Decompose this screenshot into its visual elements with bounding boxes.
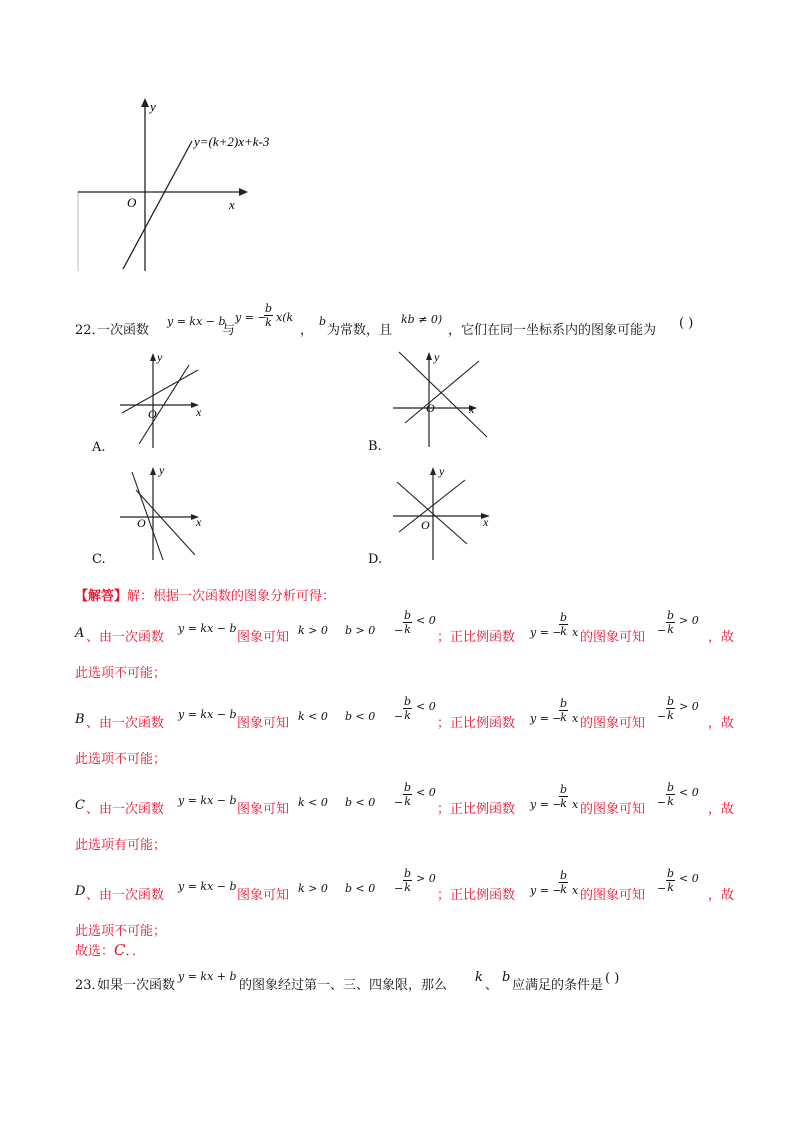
answer-prefix: 故选：	[75, 944, 115, 959]
q23-number: 23．	[75, 978, 105, 993]
solution-row-c: C 、由一次函数 y = kx − b 图象可知 k < 0 b < 0 − $\frac{b}{k}$ < 0 ；正比例函数 y = − $\frac{b}{k}$ x 的图象可知 − $\frac{b}{k}$ < 0 ，故 此选项有可能；	[75, 781, 735, 853]
q22-number: 22．	[75, 323, 105, 338]
answer-line	[75, 940, 145, 959]
row-sep: 、由一次函数	[86, 888, 165, 903]
row-b-cond: b < 0	[345, 710, 376, 723]
row-eq: y = kx − b	[178, 622, 237, 635]
q23-paren: ( )	[605, 971, 620, 986]
q23-var-b: b	[502, 970, 511, 985]
row-line2: 此选项不可能；	[75, 752, 167, 767]
row-sep: 、由一次函数	[86, 802, 165, 817]
q22-line	[75, 302, 775, 339]
q22-eq-1: y = kx − b	[167, 315, 226, 328]
row-frac-cond: < 0	[416, 614, 436, 627]
row-frac: $\frac{b}{k}$	[404, 781, 412, 808]
option-c-graph	[112, 462, 212, 564]
row-prop-x: x	[572, 626, 579, 639]
option-b-label[interactable]: B.	[368, 439, 382, 454]
row-sep: 、由一次函数	[86, 630, 165, 645]
top-graph	[72, 95, 312, 275]
solution-header	[75, 585, 335, 604]
row-prop-x: x	[572, 798, 579, 811]
option-d-label[interactable]: D.	[368, 552, 383, 567]
row-prop-lhs: y = −	[530, 798, 562, 811]
row-mid: 图象可知	[237, 888, 290, 903]
row-prop-lhs: y = −	[530, 626, 562, 639]
row-prop-lhs: y = −	[530, 884, 562, 897]
svg-text:y: y	[434, 350, 440, 364]
y-axis-arrow-icon	[141, 98, 149, 107]
row-mid: 图象可知	[237, 802, 290, 817]
option-d-graph	[383, 460, 498, 565]
q22-paren: ( )	[679, 316, 694, 331]
option-c-label[interactable]: C.	[92, 552, 106, 567]
q22-text-5: ，它们在同一坐标系内的图象可能为	[448, 323, 657, 338]
svg-text:O: O	[137, 516, 146, 530]
svg-text:O: O	[421, 518, 430, 532]
svg-text:O: O	[426, 401, 435, 415]
row-mid3: 的图象可知	[580, 888, 646, 903]
q23-text-1: 如果一次函数	[97, 978, 176, 993]
row-mid2: ；正比例函数	[437, 888, 516, 903]
row-mid2: ；正比例函数	[437, 716, 516, 731]
row-prop-cond: > 0	[679, 700, 699, 713]
row-mid3: 的图象可知	[580, 630, 646, 645]
row-prop-cond: < 0	[679, 872, 699, 885]
row-k-cond: k < 0	[298, 710, 328, 723]
q22-text-3: ，	[300, 323, 314, 338]
row-line2: 此选项不可能；	[75, 666, 167, 681]
row-letter: B	[75, 712, 85, 727]
row-prop-cond: < 0	[679, 786, 699, 799]
answer-dots: ．．	[125, 944, 146, 959]
svg-text:O: O	[148, 407, 157, 421]
q22-eq-2-den: k	[265, 316, 272, 329]
row-sep: 、由一次函数	[86, 716, 165, 731]
q23-var-k: k	[475, 970, 483, 985]
svg-text:x: x	[469, 402, 475, 416]
row-prop-x: x	[572, 712, 579, 725]
origin-label: O	[127, 195, 137, 210]
svg-text:x: x	[196, 515, 202, 529]
row-mid2: ；正比例函数	[437, 630, 516, 645]
q22-eq-2-num: b	[265, 302, 273, 315]
q23-text-3: 、	[485, 978, 499, 993]
q22-text-2: 与	[222, 323, 236, 338]
row-letter: D	[75, 884, 86, 899]
row-frac-cond: < 0	[416, 700, 436, 713]
q22-text-1: 一次函数	[97, 323, 150, 338]
row-eq: y = kx − b	[178, 880, 237, 893]
q22-eq-2-lhs: y = −	[235, 311, 267, 324]
row-eq: y = kx − b	[178, 794, 237, 807]
solution-row-b: B 、由一次函数 y = kx − b 图象可知 k < 0 b < 0 − $\frac{b}{k}$ < 0 ；正比例函数 y = − $\frac{b}{k}$ x 的图象可知 − $\frac{b}{k}$ > 0 ，故 此选项不可能；	[75, 695, 735, 767]
q22-eq-2-frac	[264, 302, 273, 329]
q23-text-2: 的图象经过第一、三、四象限，那么	[239, 978, 448, 993]
q22-text-4: 为常数，且	[327, 323, 393, 338]
q23-line	[75, 970, 775, 994]
row-mid3: 的图象可知	[580, 716, 646, 731]
answer-value: C	[114, 941, 126, 959]
row-b-cond: b < 0	[345, 796, 376, 809]
row-prop-lhs: y = −	[530, 712, 562, 725]
option-a-label[interactable]: A.	[92, 440, 106, 455]
solution-row-d: D 、由一次函数 y = kx − b 图象可知 k > 0 b < 0 − $\frac{b}{k}$ > 0 ；正比例函数 y = − $\frac{b}{k}$ x 的图象可知 − $\frac{b}{k}$ < 0 ，故 此选项不可能；	[75, 867, 735, 939]
line-equation-label: y=(k+2)x+k-3	[194, 134, 270, 149]
row-tail: ，故	[708, 716, 735, 731]
row-frac: $\frac{b}{k}$	[404, 695, 412, 722]
solution-row-a: A 、由一次函数 y = kx − b 图象可知 k > 0 b > 0 − $\frac{b}{k}$ < 0 ；正比例函数 y = − $\frac{b}{k}$ x 的图象可知 − $\frac{b}{k}$ > 0 ，故 此选项不可能；	[75, 609, 735, 681]
row-frac: $\frac{b}{k}$	[404, 867, 412, 894]
svg-text:y: y	[159, 463, 165, 477]
q23-eq: y = kx + b	[178, 970, 237, 983]
solution-intro: 解：根据一次函数的图象分析可得：	[127, 589, 336, 604]
row-prop-cond: > 0	[679, 614, 699, 627]
row-b-cond: b < 0	[345, 882, 376, 895]
x-axis-label: x	[229, 197, 235, 212]
svg-text:x: x	[483, 515, 489, 529]
row-eq: y = kx − b	[178, 708, 237, 721]
q22-eq-2-tail: x(k	[276, 311, 294, 324]
row-letter: A	[75, 626, 85, 641]
svg-text:x: x	[196, 405, 202, 419]
solution-tag: 【解答】	[75, 589, 128, 604]
row-prop-x: x	[572, 884, 579, 897]
row-k-cond: k > 0	[298, 624, 328, 637]
row-mid: 图象可知	[237, 630, 290, 645]
row-mid3: 的图象可知	[580, 802, 646, 817]
row-frac-cond: > 0	[416, 872, 436, 885]
row-k-cond: k < 0	[298, 796, 328, 809]
option-a-graph	[112, 348, 212, 458]
row-tail: ，故	[708, 802, 735, 817]
row-line2: 此选项不可能；	[75, 924, 167, 939]
svg-text:y: y	[439, 464, 445, 478]
q22-var-b: b	[319, 315, 327, 328]
svg-text:y: y	[157, 350, 163, 364]
y-axis-label: y	[150, 99, 156, 114]
row-frac: $\frac{b}{k}$	[404, 609, 412, 636]
row-mid2: ；正比例函数	[437, 802, 516, 817]
row-b-cond: b > 0	[345, 624, 376, 637]
row-tail: ，故	[708, 630, 735, 645]
q23-text-4: 应满足的条件是	[512, 978, 604, 993]
row-frac-cond: < 0	[416, 786, 436, 799]
q22-cond: kb ≠ 0)	[401, 313, 443, 326]
row-tail: ，故	[708, 888, 735, 903]
row-k-cond: k > 0	[298, 882, 328, 895]
row-line2: 此选项有可能；	[75, 838, 167, 853]
x-axis-arrow-icon	[239, 188, 248, 196]
row-mid: 图象可知	[237, 716, 290, 731]
option-b-graph	[383, 345, 493, 455]
row-letter: C	[75, 798, 85, 813]
